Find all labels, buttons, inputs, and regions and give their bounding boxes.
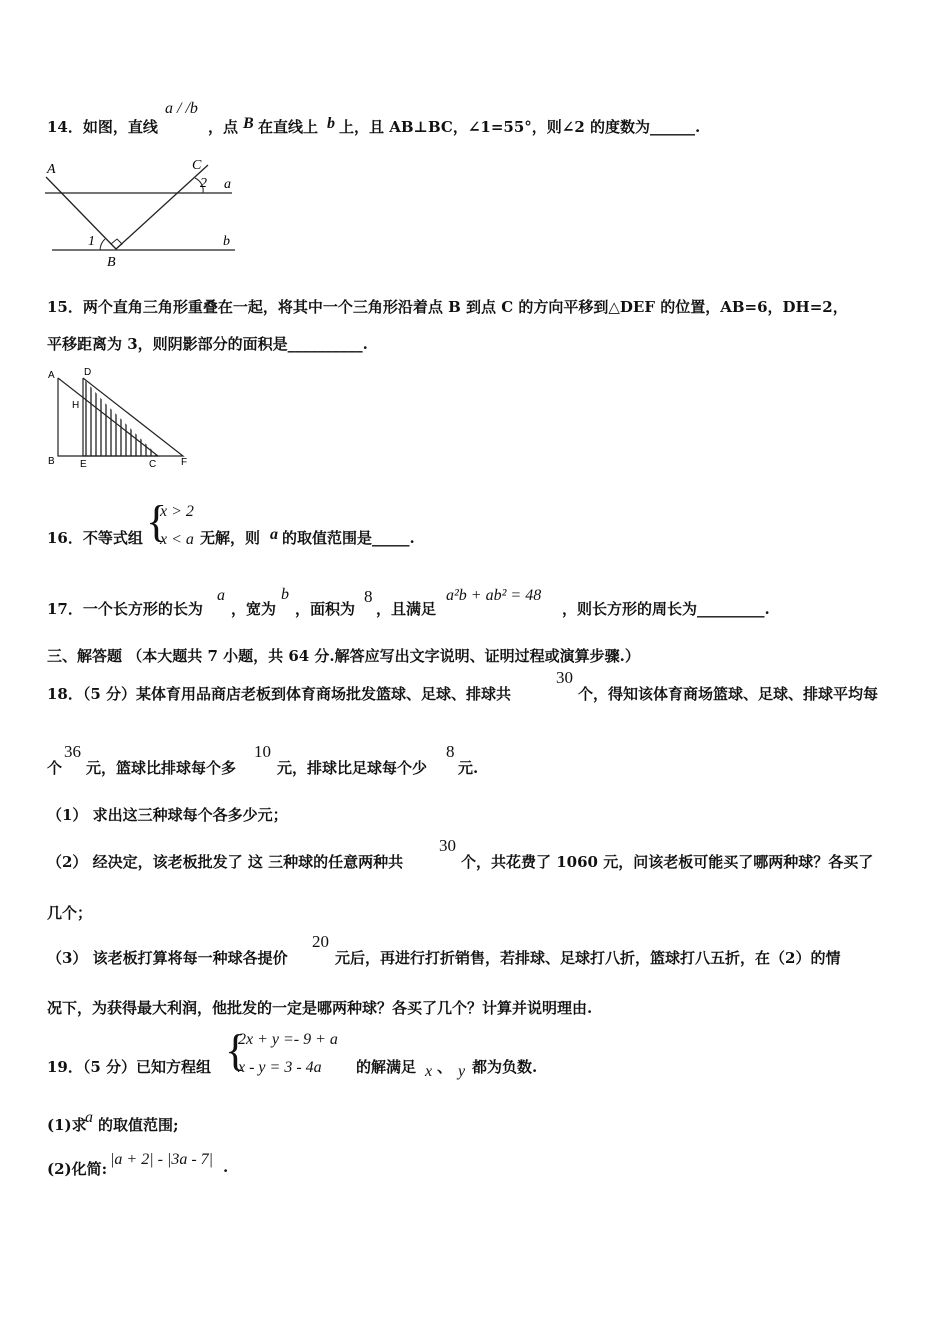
q14-line-b: b — [327, 115, 335, 132]
q18-num-8: 8 — [446, 742, 455, 761]
q18-sub3a: （3） 该老板打算将每一种球各提价 — [47, 949, 288, 967]
q14-prefix: 14．如图，直线 — [47, 118, 158, 136]
q15-line1: 15．两个直角三角形重叠在一起，将其中一个三角形沿着点 B 到点 C 的方向平移到△DEF 的位置，AB=6，DH=2， — [47, 298, 848, 316]
q17-t1: ，宽为 — [231, 600, 277, 618]
q17-var-b: b — [281, 586, 289, 603]
q18-sub3c: 况下，为获得最大利润，他批发的一定是哪两种球？各买了几个？计算并说明理由. — [47, 999, 593, 1017]
q18-num-36: 36 — [64, 742, 81, 761]
q15-label-h: H — [72, 400, 80, 411]
section-3-heading: 三、解答题 （本大题共 7 小题，共 64 分.解答应写出文字说明、证明过程或演算步骤.） — [47, 647, 640, 665]
q14-rest: 上，且 AB⊥BC，∠1=55°，则∠2 的度数为______. — [339, 118, 701, 136]
q17-area: 8 — [364, 587, 373, 606]
q18-sub3b: 元后，再进行打折销售，若排球、足球打八折，篮球打八五折，在（2）的情 — [335, 949, 841, 967]
q16-inequality-2: x < a — [160, 531, 194, 548]
q18-line2a: 个 — [47, 759, 63, 777]
q14-label-2: 2 — [200, 176, 207, 191]
q19-var-y: y — [458, 1063, 466, 1080]
q18-sub2a: （2） 经决定，该老板批发了 这 三种球的任意两种共 — [47, 853, 404, 871]
q18-line2c: 元，排球比足球每个少 — [277, 759, 428, 777]
q15-label-a: A — [48, 370, 55, 381]
q17-prefix: 17．一个长方形的长为 — [47, 600, 203, 618]
q18-sub1: （1） 求出这三种球每个各多少元； — [47, 806, 288, 824]
q14-text: ，点 — [208, 118, 239, 136]
q17-t2: ，面积为 — [295, 600, 356, 618]
q15-line2: 平移距离为 3，则阴影部分的面积是__________. — [47, 335, 368, 353]
q14-condition: a / /b — [165, 100, 198, 117]
q15-label-b: B — [48, 456, 55, 467]
q19-sub1a: (1)求 — [47, 1116, 87, 1134]
q15-label-d: D — [84, 367, 92, 378]
q18-sub2-num-30: 30 — [439, 836, 456, 855]
q15-label-c: C — [149, 459, 157, 470]
q18-sub3-num-20: 20 — [312, 932, 329, 951]
q19-sub2b: . — [223, 1158, 229, 1176]
q14-label-a-point: A — [47, 162, 56, 177]
q19-sub2a: (2)化简: — [47, 1160, 108, 1178]
q18-line1a: 18．（5 分）某体育用品商店老板到体育商场批发篮球、足球、排球共 — [47, 685, 512, 703]
q18-line1b: 个，得知该体育商场篮球、足球、排球平均每 — [578, 685, 879, 703]
q17-t3: ，且满足 — [376, 600, 437, 618]
q19-sub2-expression: |a + 2| - |3a - 7| — [110, 1151, 214, 1168]
q14-point-b: B — [243, 115, 254, 132]
q18-sub2b: 个，共花费了 1060 元，问该老板可能买了哪两种球？各买了 — [461, 853, 874, 871]
q19-brace: { — [225, 1026, 247, 1075]
q16-rest: 的取值范围是_____. — [282, 529, 415, 547]
q18-num-10: 10 — [254, 742, 271, 761]
q14-label-b-line: b — [223, 234, 230, 249]
q14-label-c: C — [192, 158, 202, 173]
q16-mid: 无解，则 — [200, 529, 261, 547]
q18-num-30: 30 — [556, 668, 573, 687]
q15-figure — [44, 366, 194, 471]
q19-equation-2: x - y = 3 - 4a — [238, 1059, 322, 1076]
q18-line2d: 元. — [458, 759, 479, 777]
q16-var-a: a — [270, 526, 278, 543]
q16-inequality-1: x > 2 — [160, 503, 194, 520]
q17-equation: a²b + ab² = 48 — [446, 587, 542, 604]
q17-rest: ，则长方形的周长为_________. — [562, 600, 770, 618]
q14-mid: 在直线上 — [258, 118, 319, 136]
q19-prefix: 19．（5 分）已知方程组 — [47, 1058, 212, 1076]
q18-line2b: 元，篮球比排球每个多 — [86, 759, 237, 777]
q18-sub2c: 几个； — [47, 904, 93, 922]
q15-label-e: E — [80, 459, 87, 470]
q15-label-f: F — [181, 457, 188, 468]
q19-sep: 、 — [437, 1058, 453, 1076]
q14-label-a-line: a — [224, 177, 231, 192]
q19-sub1b: 的取值范围; — [98, 1116, 179, 1134]
q19-equation-1: 2x + y =- 9 + a — [238, 1031, 338, 1048]
q14-label-b-point: B — [107, 255, 116, 270]
q14-label-1: 1 — [88, 234, 95, 249]
q19-sub1-var-a: a — [85, 1109, 93, 1126]
q19-mid: 的解满足 — [356, 1058, 417, 1076]
q16-prefix: 16．不等式组 — [47, 529, 143, 547]
q19-var-x: x — [425, 1063, 433, 1080]
q17-var-a: a — [217, 587, 225, 604]
q16-brace: { — [146, 497, 168, 546]
q19-rest: 都为负数. — [472, 1058, 538, 1076]
q14-figure — [40, 155, 245, 270]
